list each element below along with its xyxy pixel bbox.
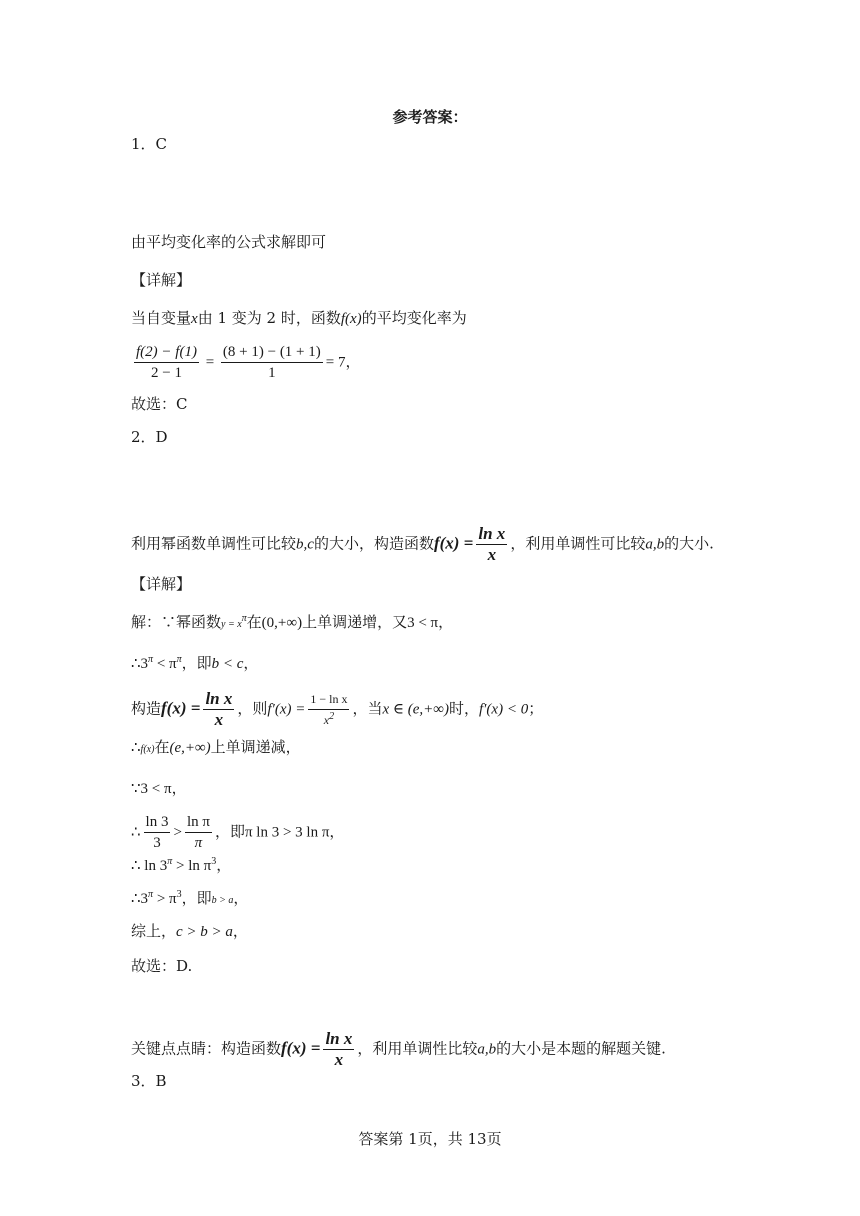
q3-number: 3．B [131, 1072, 167, 1090]
q2-step8: $\therefore 3^\pi > \pi^3$，即b > a， [131, 889, 249, 907]
q2-step5: ∵3 < π， [131, 781, 187, 797]
q2-step6: ∴ $\frac{\ln 3}{3}$ > $\frac{\text{ln π}}{\pi}$ ，即π ln 3 > 3 ln π， [131, 814, 345, 851]
q1-analysis: 由平均变化率的公式求解即可 [131, 233, 327, 251]
q2-step3: 构造f(x) = $\frac{\text{ln x}}{x}$ ，则f′(x) = $\frac{\text{1 − ln x}}{x^2}$ ，当x ∈ (e,+∞)时，f′(x) < 0； [131, 689, 544, 729]
q2-step2: $\therefore 3^\pi < \pi^\pi$，即b < c， [131, 654, 259, 672]
q2-number: 2．D [131, 428, 168, 446]
q2-analysis: 利用幂函数单调性可比较b,c的大小，构造函数f(x) = $\frac{\text{ln x}}{x}$ ，利用单调性可比较a,b的大小. [131, 524, 714, 564]
q1-detail-heading: 【详解】 [131, 271, 192, 289]
q2-detail-heading: 【详解】 [131, 575, 192, 593]
q2-step9: 综上，c > b > a， [131, 922, 248, 940]
q2-step1: 解：∵幂函数$y = x^\pi$在(0,+∞)上单调递增，又3 < π， [131, 613, 454, 631]
q1-equation: $\frac{f(2) - f(1)}{2 - 1}$ = $\frac{(8 + 1) - (1 + 1)}{1}$ = 7， [136, 344, 361, 381]
q1-answer: 故选：C [131, 395, 188, 413]
q2-step7: ∴ $\ln 3^\pi > \ln \pi^3$， [131, 856, 232, 874]
q2-key-point: 关键点点睛：构造函数f(x) = $\frac{\text{ln x}}{x}$ ，利用单调性比较a,b的大小是本题的解题关键. [131, 1029, 666, 1069]
q1-detail-line1: 当自变量x由 1 变为 2 时，函数f(x)的平均变化率为 [131, 309, 467, 327]
q2-answer: 故选：D. [131, 957, 193, 975]
q2-step4: ∴f(x)在(e,+∞)上单调递减， [131, 738, 301, 756]
page-title: 参考答案： [392, 108, 468, 126]
q1-number: 1．C [131, 135, 168, 153]
page-footer: 答案第 1页，共 13页 [358, 1130, 502, 1148]
